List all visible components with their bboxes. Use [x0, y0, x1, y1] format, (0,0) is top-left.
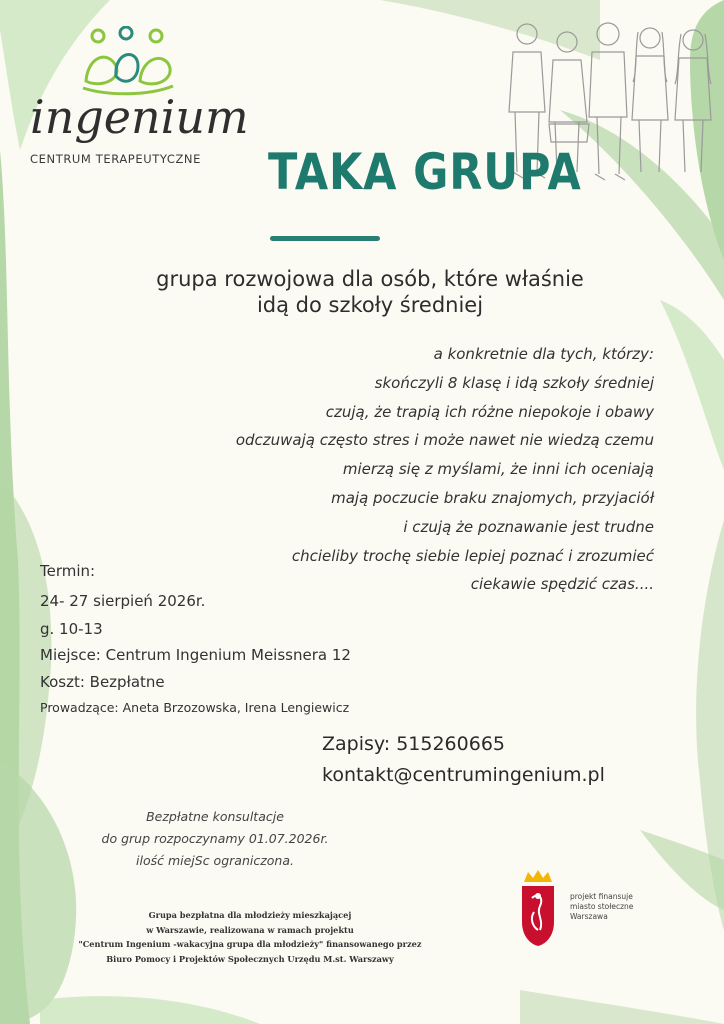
consultation-line: Bezpłatne konsultacje [146, 809, 284, 824]
consultation-line: do grup rozpoczynamy 01.07.2026r. [101, 831, 329, 846]
criteria-item: chcieliby trochę siebie lepiej poznać i zrozumieć [291, 546, 654, 565]
contact-email[interactable]: kontakt@centrumingenium.pl [322, 764, 605, 786]
criteria-item: czują, że trapią ich różne niepokoje i obawy [325, 402, 654, 421]
footer-line: Grupa bezpłatna dla młodzieży mieszkającej [148, 910, 352, 920]
subtitle-line: grupa rozwojowa dla osób, które właśnie [156, 267, 584, 291]
title-underline [270, 236, 380, 241]
funding-footer [40, 908, 460, 966]
termin-label: Termin: [40, 562, 96, 580]
partner-line: Warszawa [570, 912, 608, 921]
partner-text [570, 892, 633, 922]
ingenium-logo-icon [78, 26, 178, 96]
footer-line: "Centrum Ingenium -wakacyjna grupa dla młodzieży" finansowanego przez [78, 939, 422, 949]
consultation-note [40, 806, 390, 872]
criteria-item: a konkretnie dla tych, którzy: [433, 345, 654, 363]
criteria-item: i czują że poznawanie jest trudne [403, 517, 654, 536]
registration-phone: Zapisy: 515260665 [322, 733, 505, 755]
footer-line: w Warszawie, realizowana w ramach projektu [146, 924, 354, 935]
event-place: Miejsce: Centrum Ingenium Meissnera 12 [40, 646, 351, 664]
criteria-item: odczuwają często stres i może nawet nie wiedzą czemu [235, 431, 654, 450]
consultation-line: ilość miejSc ograniczona. [136, 853, 294, 868]
footer-line: Biuro Pomocy i Projektów Społecznych Urzędu M.st. Warszawy [106, 953, 394, 964]
warsaw-partner-logo [508, 864, 678, 948]
criteria-item: mierzą się z myślami, że inni ich oceniają [342, 460, 654, 479]
page-title: TAKA GRUPA [268, 143, 582, 201]
event-cost: Koszt: Bezpłatne [40, 673, 165, 691]
logo-wordmark: ingenium [30, 90, 249, 144]
partner-line: projekt finansuje [570, 892, 633, 901]
criteria-list [236, 340, 654, 599]
criteria-item: ciekawie spędzić czas.... [470, 575, 654, 594]
event-date: 24- 27 sierpień 2026r. [40, 592, 206, 610]
event-hours: g. 10-13 [40, 620, 103, 638]
subtitle [60, 266, 680, 318]
event-leaders: Prowadzące: Aneta Brzozowska, Irena Lengiewicz [40, 700, 350, 715]
criteria-item: skończyli 8 klasę i idą szkoły średniej [374, 373, 654, 392]
warsaw-crest-icon [516, 868, 560, 948]
subtitle-line: idą do szkoły średniej [256, 293, 484, 317]
partner-line: miasto stołeczne [570, 902, 634, 911]
logo-subtitle: CENTRUM TERAPEUTYCZNE [30, 152, 202, 166]
criteria-item: mają poczucie braku znajomych, przyjaciół [331, 488, 654, 507]
